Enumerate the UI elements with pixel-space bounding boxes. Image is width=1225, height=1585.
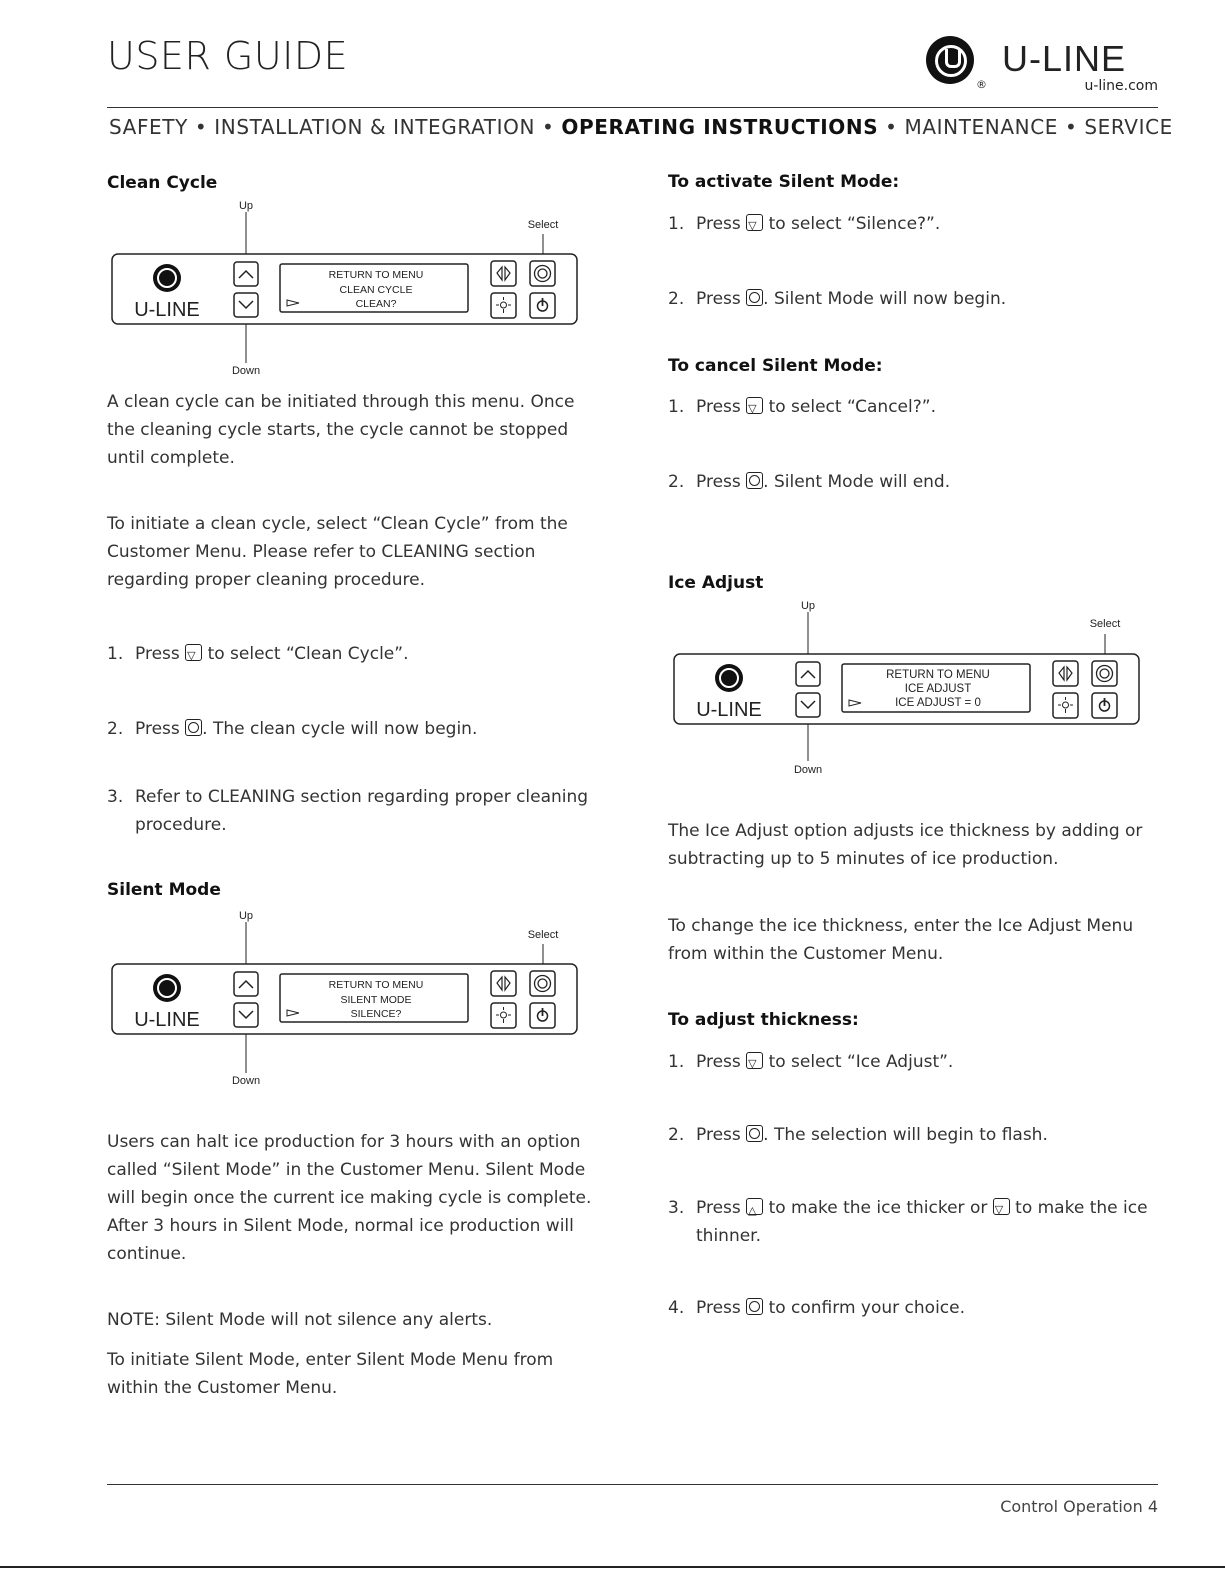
clean-cycle-heading: Clean Cycle (107, 173, 218, 193)
select-button-icon (746, 472, 763, 489)
step-text: Press (696, 1298, 741, 1318)
step-text: Press (696, 397, 741, 417)
section-nav (109, 115, 1173, 139)
nav-operating-current: OPERATING INSTRUCTIONS (561, 115, 879, 139)
ice-adjust-heading: Ice Adjust (668, 573, 764, 593)
header-divider (107, 107, 1158, 108)
display-line-2: CLEAN CYCLE (339, 284, 413, 296)
display-line-2: ICE ADJUST (904, 683, 972, 695)
select-callout: Select (527, 219, 559, 231)
down-callout: Down (793, 764, 823, 776)
step-text: Press (135, 644, 180, 664)
thickness-step-3 (668, 1194, 1148, 1250)
panel-brand: U-LINE (696, 699, 762, 721)
step-text: . Silent Mode will now begin. (763, 289, 1007, 309)
select-button-icon (746, 1298, 763, 1315)
silent-mode-note: NOTE: Silent Mode will not silence any alerts. (107, 1310, 493, 1330)
down-button-icon (993, 1198, 1010, 1215)
nav-separator: • (542, 115, 555, 139)
cancel-step-1 (668, 393, 936, 421)
up-button-icon (796, 662, 820, 686)
nav-installation: INSTALLATION & INTEGRATION (214, 115, 536, 139)
up-button-icon (234, 972, 258, 996)
light-button-icon (1053, 693, 1078, 718)
down-button-icon (796, 693, 820, 717)
up-button-icon (746, 1198, 763, 1215)
step-text: Press (696, 214, 741, 234)
brand-logo (926, 34, 1158, 94)
activate-silent-heading: To activate Silent Mode: (668, 172, 900, 192)
step-text: to make the ice thicker or (768, 1198, 988, 1218)
select-callout: Select (1089, 618, 1121, 630)
step-number: 2. (107, 719, 124, 739)
clean-cycle-instructions: To initiate a clean cycle, select “Clean Cycle” from the Customer Menu. Please refer to CLEANING section regarding proper cleaning procedure. (107, 514, 568, 590)
step-text: to select “Silence?”. (768, 214, 941, 234)
activate-step-2 (668, 285, 1006, 313)
step-text: . Silent Mode will end. (763, 472, 951, 492)
down-button-icon (234, 293, 258, 317)
step-number: 1. (668, 1052, 685, 1072)
select-callout: Select (527, 929, 559, 941)
step-text: Press (135, 719, 180, 739)
step-number: 2. (668, 289, 685, 309)
display-line-3: ICE ADJUST = 0 (895, 697, 981, 709)
cancel-silent-heading: To cancel Silent Mode: (668, 356, 883, 376)
select-button-icon (746, 1125, 763, 1142)
step-text: to select “Clean Cycle”. (207, 644, 409, 664)
nav-service: SERVICE (1084, 115, 1173, 139)
page-title: USER GUIDE (107, 34, 349, 78)
silent-mode-intro: Users can halt ice production for 3 hours with an option called “Silent Mode” in the Customer Menu. Silent Mode will begin once the current ice making cycle is complete. After 3 hours in Silent Mode, normal ice production will continue. (107, 1132, 592, 1264)
clean-cycle-control-panel-diagram (100, 196, 590, 380)
panel-brand: U-LINE (134, 299, 200, 321)
nav-separator: • (1064, 115, 1078, 139)
logo-wordmark: U-LINE (1002, 38, 1127, 79)
select-button-icon (530, 971, 555, 996)
step-number: 1. (107, 644, 124, 664)
thickness-step-1 (668, 1048, 953, 1076)
select-button-icon (746, 289, 763, 306)
display-line-1: RETURN TO MENU (886, 669, 990, 681)
display-line-1: RETURN TO MENU (328, 979, 424, 991)
display-line-1: RETURN TO MENU (328, 269, 424, 281)
select-button-icon (185, 719, 202, 736)
step-number: 2. (668, 1125, 685, 1145)
thickness-step-2 (668, 1121, 1048, 1149)
display-line-2: SILENT MODE (340, 994, 412, 1006)
activate-step-1 (668, 210, 940, 238)
light-button-icon (491, 293, 516, 318)
up-callout: Up (238, 200, 254, 212)
step-text: . The clean cycle will now begin. (202, 719, 478, 739)
silent-mode-control-panel-diagram (100, 906, 590, 1090)
nav-safety: SAFETY (109, 115, 188, 139)
footer-divider (107, 1484, 1158, 1485)
adjust-thickness-heading: To adjust thickness: (668, 1010, 859, 1030)
down-callout: Down (231, 1075, 261, 1087)
up-button-icon (234, 262, 258, 286)
down-callout: Down (231, 365, 261, 377)
silent-mode-heading: Silent Mode (107, 880, 221, 900)
step-text: to select “Ice Adjust”. (768, 1052, 954, 1072)
display-line-3: CLEAN? (355, 298, 397, 310)
step-text: to select “Cancel?”. (768, 397, 936, 417)
step-number: 1. (668, 397, 685, 417)
select-button-icon (1092, 661, 1117, 686)
thickness-step-4 (668, 1294, 965, 1322)
clean-step-1 (107, 640, 408, 668)
step-number: 2. (668, 472, 685, 492)
nav-separator: • (194, 115, 208, 139)
light-button-icon (491, 1003, 516, 1028)
step-text: Press (696, 289, 741, 309)
step-text: to make the ice (1015, 1198, 1148, 1218)
up-callout: Up (800, 600, 816, 612)
clean-step-3 (107, 783, 588, 839)
registered-mark: ® (976, 78, 987, 91)
nav-maintenance: MAINTENANCE (904, 115, 1059, 139)
down-button-icon (746, 1052, 763, 1069)
ice-adjust-control-panel-diagram (662, 596, 1152, 780)
left-right-button-icon (491, 971, 516, 996)
step-text: . The selection will begin to flash. (763, 1125, 1048, 1145)
ice-adjust-intro: The Ice Adjust option adjusts ice thickness by adding or subtracting up to 5 minutes of ice production. (668, 821, 1143, 869)
panel-brand: U-LINE (134, 1009, 200, 1031)
cancel-step-2 (668, 468, 950, 496)
step-text: to confirm your choice. (768, 1298, 966, 1318)
down-button-icon (746, 397, 763, 414)
down-button-icon (185, 644, 202, 661)
down-button-icon (746, 214, 763, 231)
step-text: Press (696, 1052, 741, 1072)
up-callout: Up (238, 910, 254, 922)
page-bottom-border (0, 1566, 1225, 1568)
step-text: Press (696, 472, 741, 492)
select-button-icon (530, 261, 555, 286)
ice-adjust-instructions: To change the ice thickness, enter the Ice Adjust Menu from within the Customer Menu. (668, 916, 1134, 964)
left-right-button-icon (1053, 661, 1078, 686)
step-text: thinner. (696, 1226, 762, 1246)
step-number: 4. (668, 1298, 685, 1318)
step-text: Refer to CLEANING section regarding proper cleaning (135, 787, 589, 807)
website-url: u-line.com (1084, 78, 1158, 94)
down-button-icon (234, 1003, 258, 1027)
clean-step-2 (107, 715, 477, 743)
left-right-button-icon (491, 261, 516, 286)
display-line-3: SILENCE? (350, 1008, 402, 1020)
step-number: 3. (107, 787, 124, 807)
silent-mode-instructions: To initiate Silent Mode, enter Silent Mode Menu from within the Customer Menu. (107, 1350, 554, 1398)
step-text: Press (696, 1125, 741, 1145)
logo-mark-icon (926, 36, 974, 84)
step-number: 1. (668, 214, 685, 234)
step-number: 3. (668, 1198, 685, 1218)
step-text: Press (696, 1198, 741, 1218)
step-text: procedure. (135, 815, 227, 835)
nav-separator: • (885, 115, 898, 139)
clean-cycle-intro: A clean cycle can be initiated through this menu. Once the cleaning cycle starts, the cycle cannot be stopped until complete. (107, 392, 575, 468)
page-footer-label: Control Operation 4 (1000, 1497, 1158, 1516)
